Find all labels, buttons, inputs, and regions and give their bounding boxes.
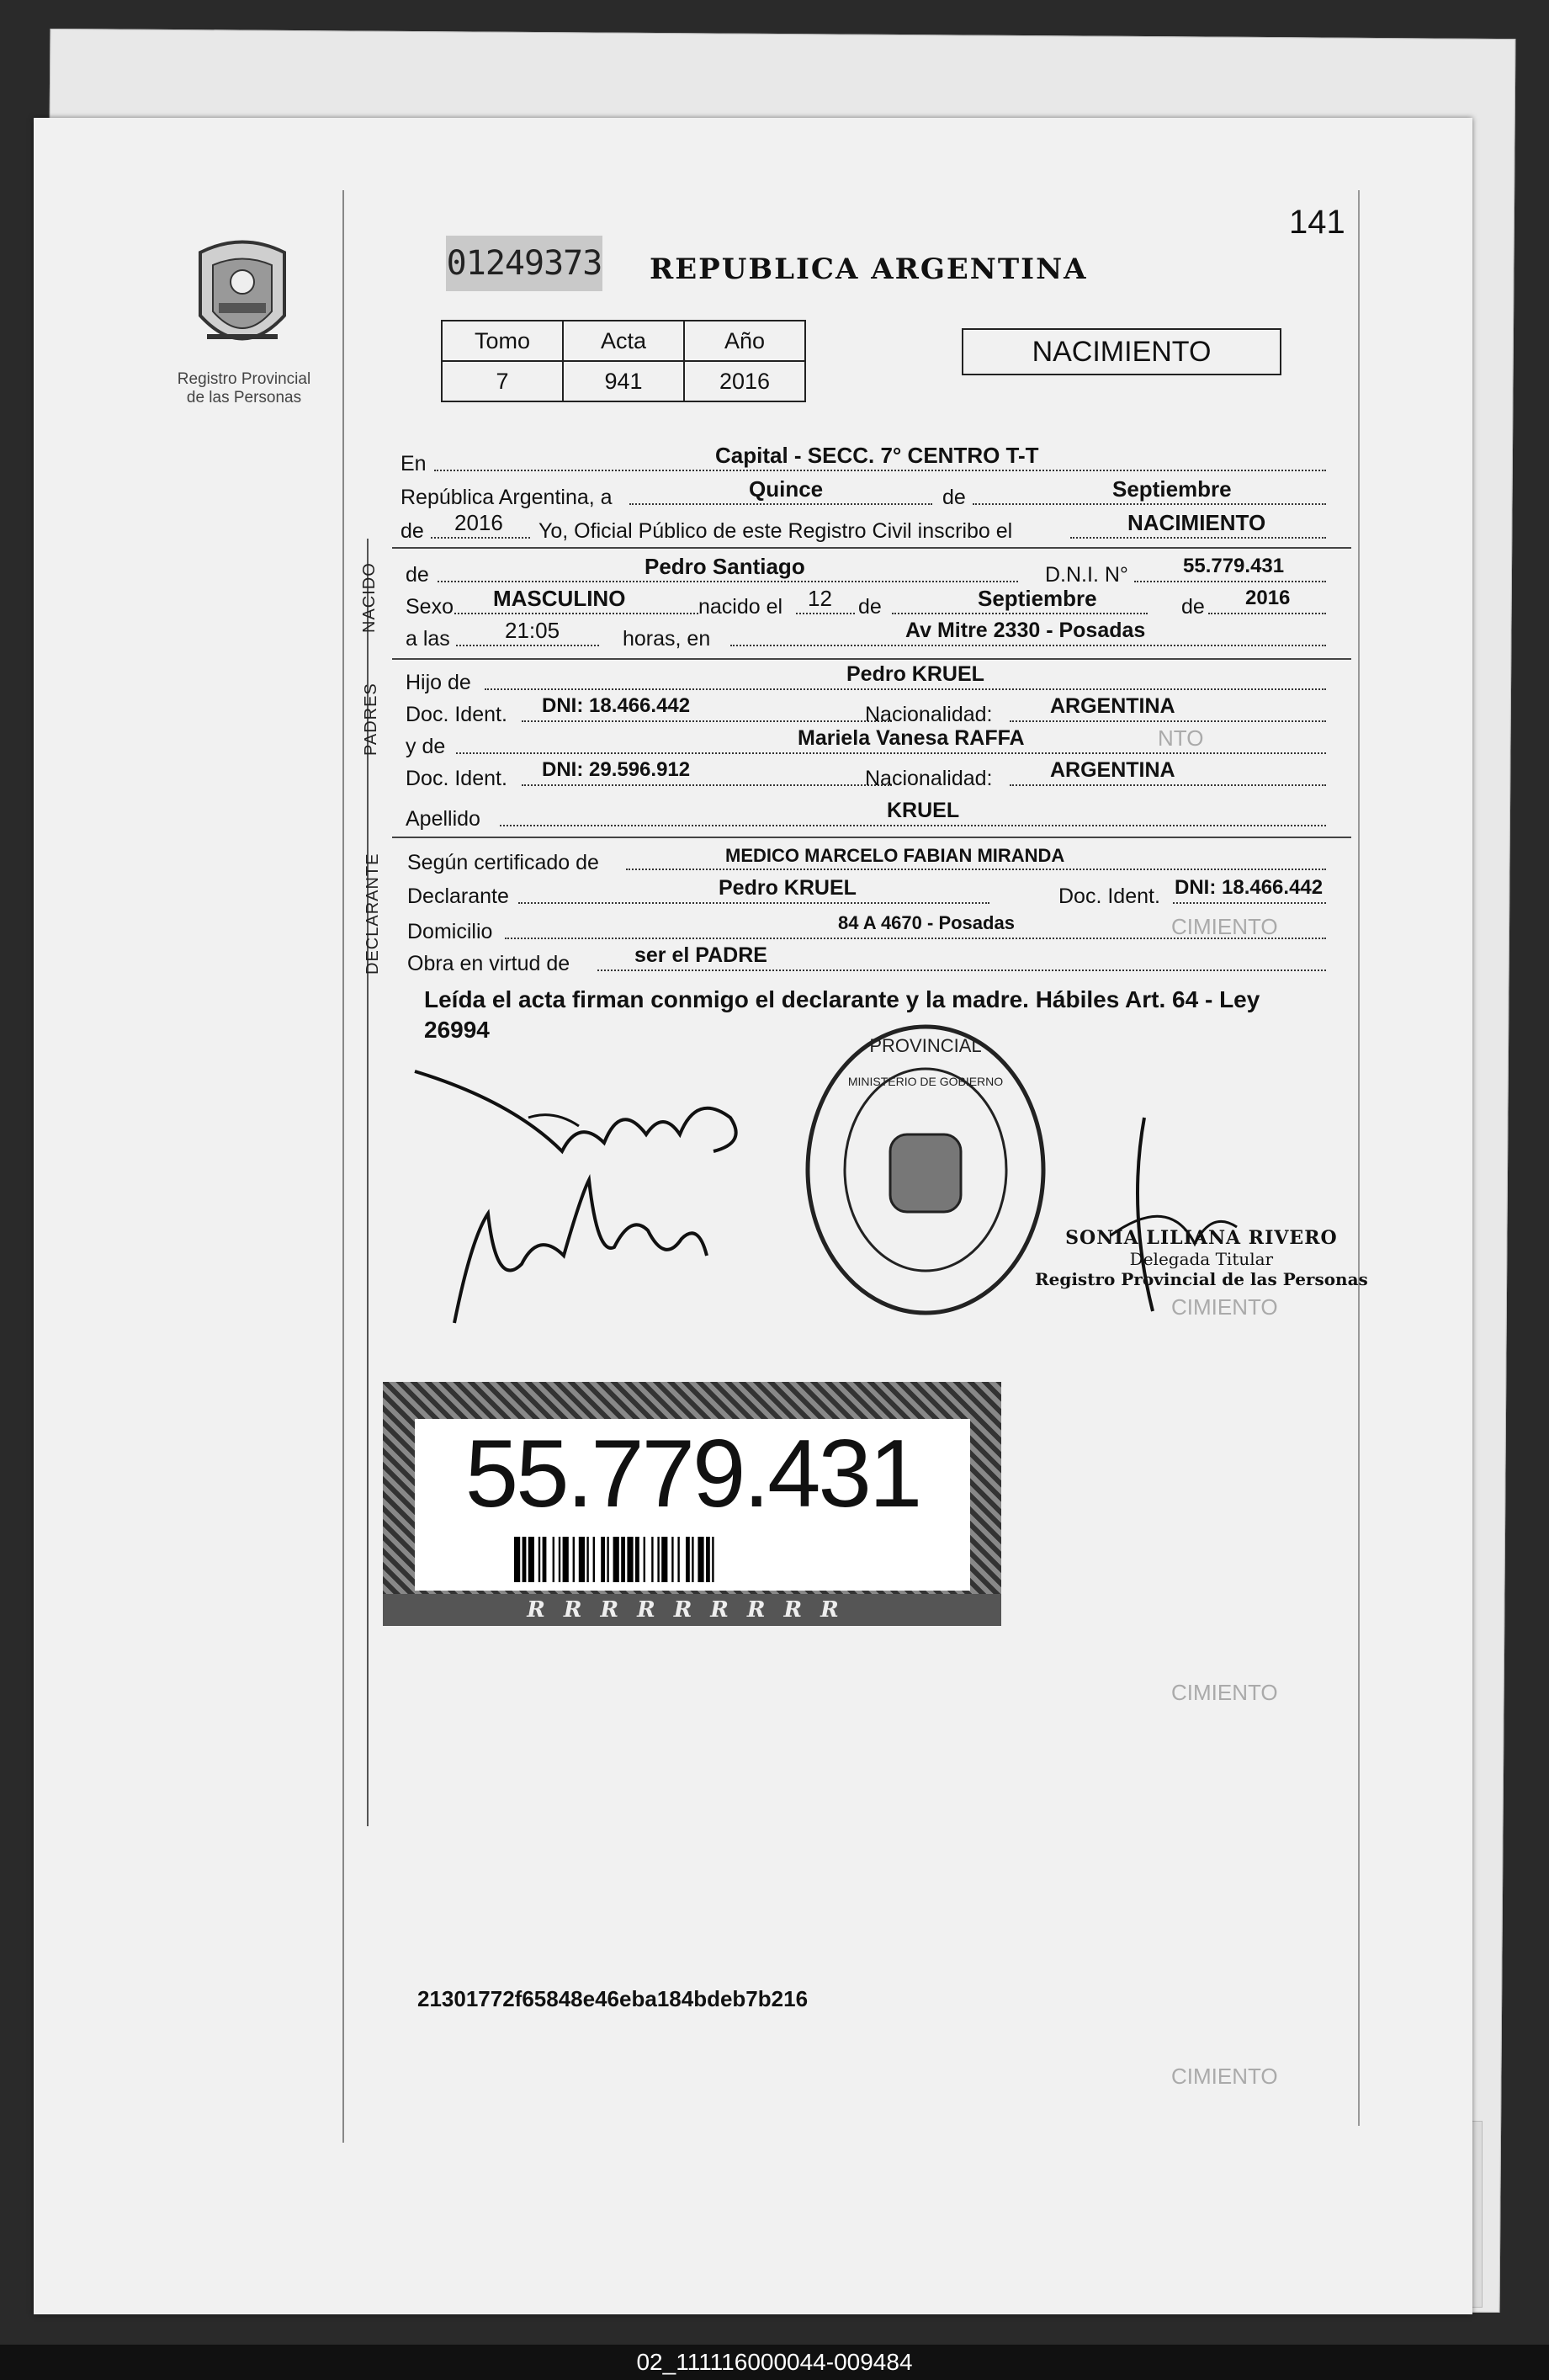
- registrar-name: SONIA LILIANA RIVERO: [1065, 1227, 1338, 1249]
- value-declarante-name: Pedro KRUEL: [719, 876, 857, 900]
- document-hash: 21301772f65848e46eba184bdeb7b216: [417, 1986, 809, 2011]
- row-year: [401, 510, 1336, 547]
- value-acta: 941: [563, 361, 684, 401]
- country-heading: REPUBLICA ARGENTINA: [650, 252, 1088, 286]
- value-birth-day: 12: [808, 586, 832, 611]
- value-place: Capital - SECC. 7° CENTRO T-T: [715, 443, 1039, 468]
- value-apellido: KRUEL: [887, 799, 960, 822]
- section-divider: [392, 837, 1351, 838]
- value-tomo: 7: [442, 361, 563, 401]
- label-de-birth: de: [858, 595, 882, 619]
- register-table: [441, 320, 806, 402]
- label-nacionalidad: Nacionalidad:: [865, 767, 993, 790]
- label-de-birth2: de: [1181, 595, 1205, 619]
- label-dni: D.N.I. N°: [1045, 563, 1128, 587]
- barcode-card: [383, 1382, 1001, 1626]
- label-nacionalidad: Nacionalidad:: [865, 703, 993, 726]
- barcode-number: 55.779.431: [464, 1421, 920, 1527]
- value-obra: ser el PADRE: [634, 943, 767, 967]
- act-type-box: NACIMIENTO: [962, 328, 1281, 375]
- value-certifier: MEDICO MARCELO FABIAN MIRANDA: [725, 845, 1065, 866]
- registrar-office: Registro Provincial de las Personas: [1035, 1269, 1368, 1289]
- value-declarante-doc: DNI: 18.466.442: [1175, 876, 1324, 899]
- row-obra: [401, 943, 1336, 980]
- value-sexo: MASCULINO: [493, 586, 626, 611]
- value-year: 2016: [454, 510, 503, 535]
- logo-caption-line2: de las Personas: [186, 389, 302, 406]
- barcode-label: [415, 1419, 970, 1591]
- barcode-icon: [514, 1537, 871, 1582]
- footer-file-id: 02_111116000044-009484: [0, 2345, 1549, 2380]
- logo-caption-line1: Registro Provincial: [177, 370, 311, 388]
- label-hijo-de: Hijo de: [406, 671, 471, 694]
- row-apellido: [401, 799, 1336, 835]
- value-child-name: Pedro Santiago: [645, 554, 805, 579]
- logo-caption: [168, 370, 320, 407]
- label-doc: Doc. Ident.: [406, 767, 507, 790]
- svg-text:MINISTERIO DE GOBIERNO: MINISTERIO DE GOBIERNO: [847, 1075, 1004, 1088]
- label-de: de: [406, 563, 429, 587]
- label-a-las: a las: [406, 627, 450, 651]
- label-segun: Según certificado de: [407, 851, 599, 874]
- father-signature-icon: [411, 1067, 764, 1177]
- show-through-text: CIMIENTO: [1171, 2064, 1278, 2089]
- label-doc: Doc. Ident.: [1058, 885, 1160, 908]
- header-tomo: Tomo: [442, 321, 563, 361]
- serial-number: 01249373: [446, 236, 602, 291]
- page-number: 141: [1289, 204, 1345, 241]
- value-father-nationality: ARGENTINA: [1050, 694, 1175, 718]
- section-label-declarante: DECLARANTE: [363, 853, 382, 975]
- row-father: [401, 662, 1336, 699]
- value-time: 21:05: [505, 618, 560, 643]
- show-through-text: CIMIENTO: [1171, 914, 1278, 939]
- value-act-name: NACIMIENTO: [1127, 510, 1266, 535]
- label-sexo: Sexo: [406, 595, 454, 619]
- value-birth-month: Septiembre: [978, 586, 1097, 611]
- label-obra: Obra en virtud de: [407, 952, 570, 975]
- closing-note: Leída el acta firman conmigo el declarante y la madre. Hábiles Art. 64 - Ley 26994: [424, 986, 1260, 1043]
- show-through-text: CIMIENTO: [1171, 1680, 1278, 1705]
- section-label-nacido: NACIDO: [360, 562, 379, 633]
- official-seal-icon: [799, 1018, 1052, 1321]
- section-label-padres: PADRES: [362, 683, 380, 756]
- value-mother-name: Mariela Vanesa RAFFA: [798, 726, 1025, 750]
- label-en: En: [401, 452, 427, 475]
- registrar-title: Delegada Titular: [1129, 1249, 1274, 1269]
- row-mother-doc: [401, 758, 1336, 794]
- label-declarante: Declarante: [407, 885, 509, 908]
- svg-text:PROVINCIAL: PROVINCIAL: [869, 1035, 982, 1056]
- label-de: de: [942, 486, 966, 509]
- label-doc: Doc. Ident.: [406, 703, 507, 726]
- section-divider: [392, 547, 1351, 549]
- value-day: Quince: [749, 476, 824, 502]
- label-de2: de: [401, 519, 424, 543]
- label-horas: horas, en: [623, 627, 711, 651]
- oficial-text: Yo, Oficial Público de este Registro Civil inscribo el: [538, 519, 1013, 543]
- value-anio: 2016: [684, 361, 805, 401]
- show-through-text: NTO: [1158, 725, 1204, 751]
- header-anio: Año: [684, 321, 805, 361]
- value-father-doc: DNI: 18.466.442: [542, 694, 691, 717]
- value-mother-nationality: ARGENTINA: [1050, 758, 1175, 782]
- label-domicilio: Domicilio: [407, 920, 493, 943]
- value-month: Septiembre: [1112, 476, 1232, 502]
- value-birth-place: Av Mitre 2330 - Posadas: [905, 619, 1146, 642]
- barcode-strip: RRRRRRRRR: [383, 1594, 1001, 1626]
- mother-signature-icon: [446, 1163, 715, 1331]
- register-table-header-row: [442, 321, 805, 361]
- header-acta: Acta: [563, 321, 684, 361]
- margin-rule: [342, 190, 344, 2143]
- value-father-name: Pedro KRUEL: [846, 662, 984, 686]
- row-time: [401, 618, 1336, 655]
- register-table-value-row: [442, 361, 805, 401]
- form-right-rule: [1358, 190, 1360, 2126]
- label-nacido-el: nacido el: [698, 595, 783, 619]
- show-through-text: CIMIENTO: [1171, 1294, 1278, 1320]
- value-domicilio: 84 A 4670 - Posadas: [838, 912, 1015, 933]
- misiones-coat-of-arms-icon: [183, 236, 301, 362]
- registrar-block: [1035, 1227, 1368, 1289]
- value-birth-year: 2016: [1245, 587, 1291, 609]
- value-mother-doc: DNI: 29.596.912: [542, 758, 691, 781]
- value-child-dni: 55.779.431: [1183, 555, 1285, 577]
- label-republica: República Argentina, a: [401, 486, 613, 509]
- label-y-de: y de: [406, 735, 446, 758]
- label-apellido: Apellido: [406, 807, 480, 831]
